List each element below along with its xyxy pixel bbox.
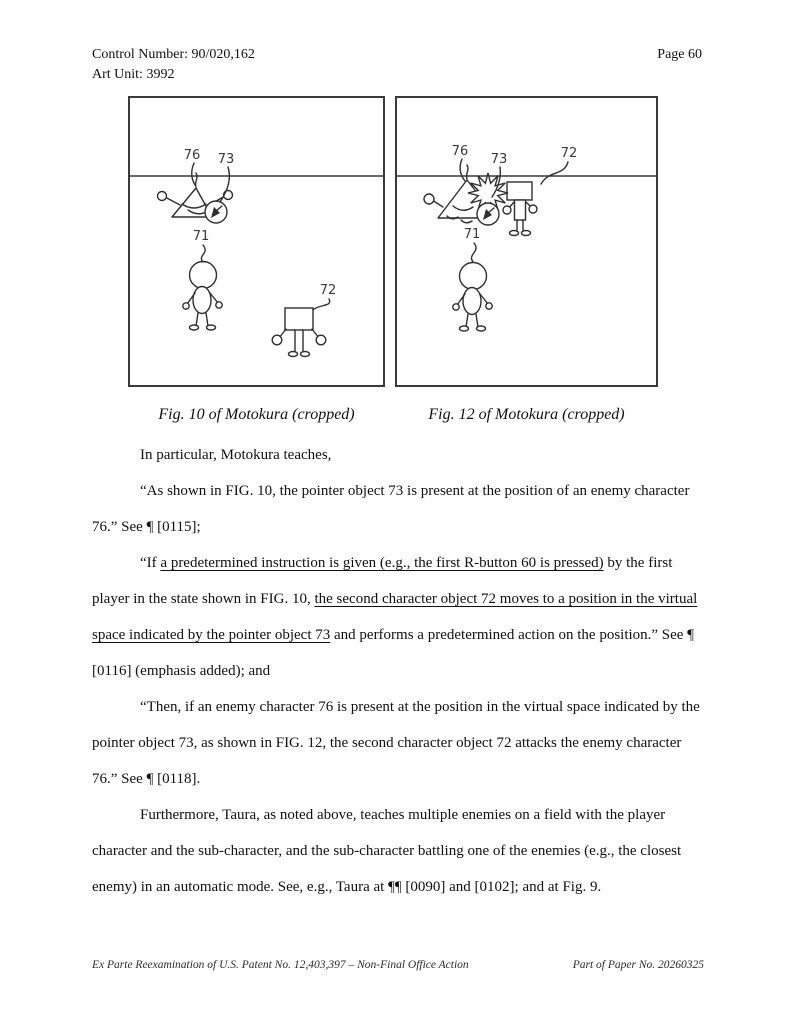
text-segment: “If [140, 555, 161, 571]
fig10-caption: Fig. 10 of Motokura (cropped) [158, 406, 355, 423]
page-number: Page 60 [657, 47, 702, 62]
control-number: Control Number: 90/020,162 [92, 47, 255, 62]
page-header [92, 45, 702, 85]
fig10-label-player: 71 [192, 229, 210, 244]
fig12-player-71-figure [453, 263, 492, 332]
fig10-label-enemy: 76 [183, 148, 201, 163]
fig12-label-robot: 72 [560, 146, 578, 161]
fig12-drawing [395, 96, 658, 387]
footer-right-text: Part of Paper No. 20260325 [572, 959, 704, 971]
fig10-robot-72-figure [272, 308, 326, 357]
body-paragraph-quote-0116 [92, 545, 705, 689]
underlined-segment: a predetermined instruction is given (e.g., the first R-button 60 is pressed) [160, 555, 604, 571]
text-segment: “As shown in FIG. 10, the pointer object 73 is present at the position of an enemy character 76.” See ¶ [0115]; [92, 483, 690, 535]
body-paragraph-quote-0118 [92, 689, 705, 797]
footer-left-text: Ex Parte Reexamination of U.S. Patent No. 12,403,397 – Non-Final Office Action [92, 959, 469, 971]
text-segment: Furthermore, Taura, as noted above, teaches multiple enemies on a field with the player character and the sub-character, and the sub-character battling one of the enemies (e.g., the closest enemy) in an automatic mode. See, e.g., Taura at ¶¶ [0090] and [0102]; and at Fig. 9. [92, 807, 682, 895]
fig10-label-robot: 72 [319, 283, 337, 298]
fig12-label-pointer: 73 [490, 152, 508, 167]
fig12-robot-72-figure [503, 182, 537, 236]
fig12-caption: Fig. 12 of Motokura (cropped) [428, 406, 625, 423]
fig12-pointer-73-figure [477, 203, 499, 225]
fig12-frame [396, 97, 657, 386]
fig10-pointer-73-figure [205, 201, 227, 223]
art-unit: Art Unit: 3992 [92, 67, 175, 82]
header-left-block [92, 45, 255, 85]
fig12-label-enemy: 76 [451, 144, 469, 159]
fig10-frame [129, 97, 384, 386]
text-segment: In particular, Motokura teaches, [140, 447, 332, 463]
text-segment: “Then, if an enemy character 76 is present at the position in the virtual space indicated by the pointer object 73, as shown in FIG. 12, the second character object 72 attacks the enemy character 76.” See ¶ [0118]. [92, 699, 700, 787]
body-paragraph-taura [92, 797, 705, 905]
fig12-svg [395, 96, 658, 387]
body-text [92, 437, 705, 905]
body-paragraph-quote-0115 [92, 473, 705, 545]
page-footer [92, 959, 704, 971]
fig10-drawing [128, 96, 385, 387]
underlined-segment: the second character object 72 moves to a position in the virtual space indicated by the pointer object 73 [92, 591, 698, 643]
text-segment: and performs a predetermined action on the position.” See ¶ [0116] (emphasis added); and [92, 627, 695, 679]
text-segment: by the first player in the state shown in FIG. 10, [92, 555, 673, 607]
fig10-label-pointer: 73 [217, 152, 235, 167]
fig12-label-player: 71 [463, 227, 481, 242]
fig10-leader-lines [192, 163, 330, 310]
fig10-svg [128, 96, 385, 387]
fig10-player-71-figure [183, 262, 222, 331]
body-paragraph-intro [92, 437, 705, 473]
